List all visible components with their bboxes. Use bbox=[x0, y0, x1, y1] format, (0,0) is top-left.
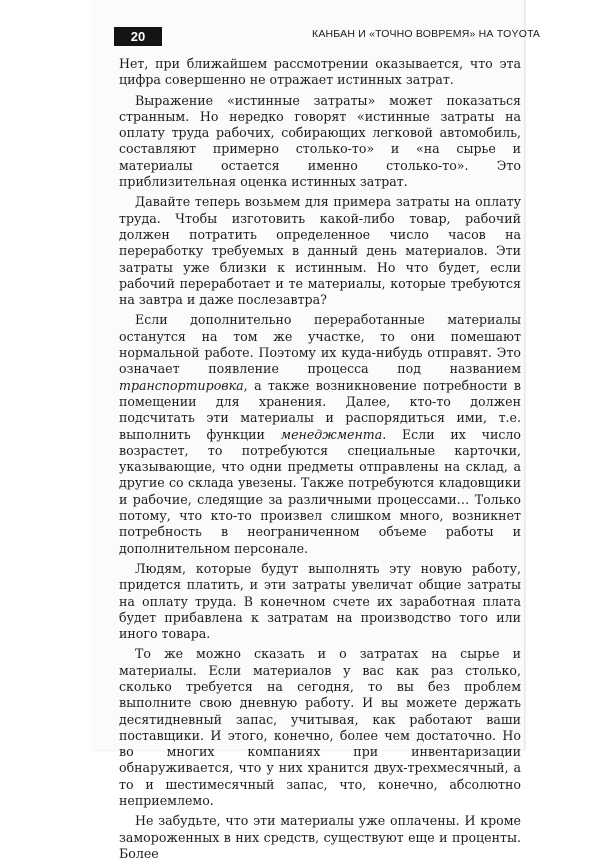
running-head: КАНБАН И «ТОЧНО ВОВРЕМЯ» НА TOYOTA bbox=[312, 28, 541, 40]
page-number: 20 bbox=[114, 27, 162, 46]
term-management: менеджмента bbox=[280, 426, 383, 442]
paragraph-7: Не забудьте, что эти материалы уже оплачены. И кроме замороженных в них средств, существуют еще и проценты. Более bbox=[119, 813, 521, 861]
page-body bbox=[119, 56, 521, 866]
paragraph-4-text-c: , а также возникновение потребности в помещении для хранения. Далее, кто-то должен подсчитать эти материалы и распорядиться ими, т.е. выполнить функции bbox=[119, 377, 521, 442]
paragraph-5: Людям, которые будут выполнять эту новую работу, придется платить, и эти затраты увеличат общие затраты на оплату труда. В конечном счете их заработная плата будет прибавлена к затратам на производство того или иного товара. bbox=[119, 560, 521, 642]
paragraph-4-text-a: Если дополнительно переработанные материалы останутся на том же участке, то они помешают нормальной работе. Поэтому их куда-нибудь отправят. Это означает появление процесса под названием bbox=[119, 312, 521, 377]
paragraph-4 bbox=[119, 312, 521, 556]
paragraph-4-text-e: . Если их число возрастет, то потребуются специальные карточки, указывающие, что одни предметы отправлены на склад, а другие со склада увезены. Также потребуются кладовщики и рабочие, следящие за различными процессами… Только потому, что кто-то произвел слишком много, возникнет потребность в неограниченном объеме работы и дополнительном персонале. bbox=[119, 426, 521, 556]
paragraph-6: То же можно сказать и о затратах на сырье и материалы. Если материалов у вас как раз столько, сколько требуется на сегодня, то вы без проблем выполните свою дневную работу. И вы можете держать десятидневный запас, учитывая, как работают ваши поставщики. И этого, конечно, более чем достаточно. Но во многих компаниях при инвентаризации обнаруживается, что у них хранится двух-трехмесячный, а то и шестимесячный запас, что, конечно, абсолютно неприемлемо. bbox=[119, 646, 521, 809]
page-header bbox=[104, 24, 541, 48]
paragraph-2: Выражение «истинные затраты» может показаться странным. Но нередко говорят «истинные затраты на оплату труда рабочих, собирающих легковой автомобиль, составляют примерно столько-то» и «на сырье и материалы остается именно столько-то». Это приблизительная оценка истинных затрат. bbox=[119, 92, 521, 190]
paragraph-3: Давайте теперь возьмем для примера затраты на оплату труда. Чтобы изготовить какой-либо товар, рабочий должен потратить определенное число часов на переработку требуемых в данный день материалов. Эти затраты уже близки к истинным. Но что будет, если рабочий переработает и те материалы, которые требуются на завтра и даже послезавтра? bbox=[119, 194, 521, 308]
term-transportation: транспортировка bbox=[119, 377, 244, 393]
paragraph-1: Нет, при ближайшем рассмотрении оказывается, что эта цифра совершенно не отражает истинных затрат. bbox=[119, 56, 521, 88]
